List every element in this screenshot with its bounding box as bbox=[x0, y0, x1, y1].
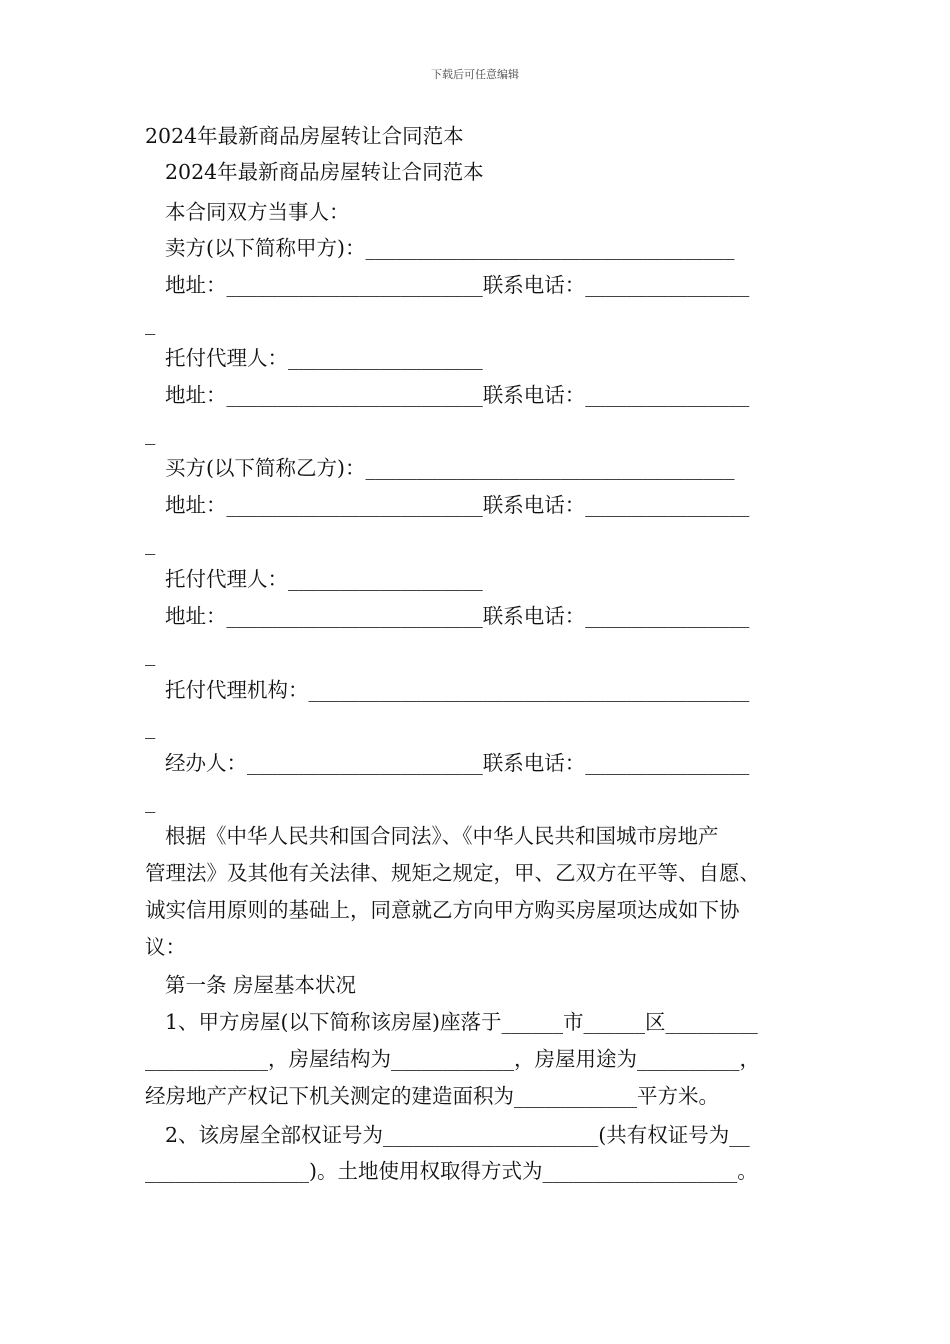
seller-agent-address-line: 地址：_________________________联系电话：________________ bbox=[165, 383, 750, 407]
buyer-line: 买方(以下简称乙方)：____________________________________ bbox=[165, 456, 735, 480]
article-1-item-2-line-2: ________________)。土地使用权取得方式为___________________。 bbox=[145, 1159, 758, 1183]
article-1-item-1-line-1: 1、甲方房屋(以下简称该房屋)座落于______市______区_________ bbox=[165, 1010, 758, 1034]
buyer-agent-line: 托付代理人：___________________ bbox=[165, 567, 483, 591]
agency-overflow: _ bbox=[145, 715, 156, 739]
parties-intro: 本合同双方当事人： bbox=[165, 200, 350, 224]
buyer-agent-address-line: 地址：_________________________联系电话：________________ bbox=[165, 604, 750, 628]
seller-line: 卖方(以下简称甲方)：____________________________________ bbox=[165, 236, 735, 260]
seller-address-line: 地址：_________________________联系电话：________________ bbox=[165, 273, 750, 297]
article-1-item-1-line-2: ____________，房屋结构为____________，房屋用途为__________， bbox=[145, 1047, 760, 1071]
handler-overflow: _ bbox=[145, 789, 156, 813]
document-title: 2024年最新商品房屋转让合同范本 bbox=[145, 124, 464, 148]
preamble-line-3: 诚实信用原则的基础上，同意就乙方向甲方购买房屋项达成如下协 bbox=[145, 898, 740, 922]
seller-address-overflow: _ bbox=[145, 311, 156, 335]
preamble-line-4: 议： bbox=[145, 935, 186, 959]
article-1-item-2-line-1: 2、该房屋全部权证号为_____________________(共有权证号为__ bbox=[165, 1123, 750, 1147]
preamble-line-2: 管理法》及其他有关法律、规矩之规定，甲、乙双方在平等、自愿、 bbox=[145, 861, 760, 885]
buyer-agent-address-overflow: _ bbox=[145, 642, 156, 666]
seller-agent-line: 托付代理人：___________________ bbox=[165, 346, 483, 370]
document-subtitle: 2024年最新商品房屋转让合同范本 bbox=[165, 160, 484, 184]
article-1-item-1-line-3: 经房地产产权记下机关测定的建造面积为____________平方米。 bbox=[145, 1084, 719, 1108]
buyer-address-line: 地址：_________________________联系电话：________________ bbox=[165, 493, 750, 517]
buyer-address-overflow: _ bbox=[145, 531, 156, 555]
article-1-heading: 第一条 房屋基本状况 bbox=[165, 973, 357, 997]
handler-line: 经办人：_______________________联系电话：________________ bbox=[165, 751, 750, 775]
preamble-line-1: 根据《中华人民共和国合同法》、《中华人民共和国城市房地产 bbox=[165, 824, 719, 848]
agency-line: 托付代理机构：___________________________________________ bbox=[165, 678, 750, 702]
seller-agent-address-overflow: _ bbox=[145, 421, 156, 445]
page-header: 下载后可任意编辑 bbox=[431, 68, 519, 81]
